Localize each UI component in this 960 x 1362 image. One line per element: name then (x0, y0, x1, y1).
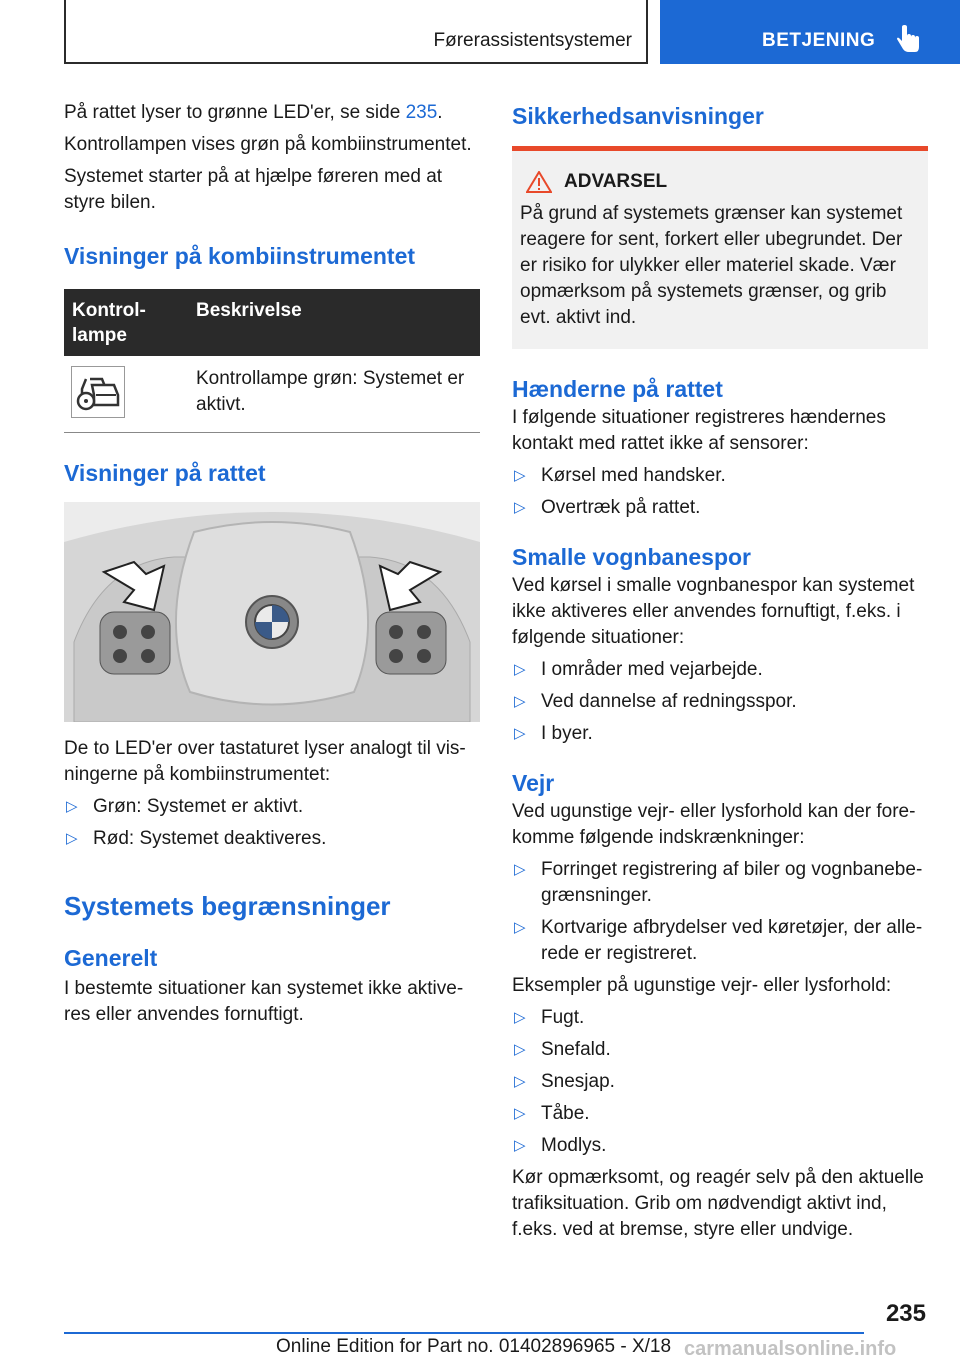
header-chapter-title: BETJENING (762, 30, 876, 51)
examples-paragraph: Eksempler på ugunstige vejr- eller lysforhold: (512, 975, 892, 996)
triangle-bullet-icon: ▷ (514, 499, 526, 516)
examples-list (512, 1005, 928, 1159)
table-row (64, 356, 480, 433)
footer-edition: Online Edition for Part no. 01402896965 - X/18 (276, 1336, 672, 1357)
page-number: 235 (885, 1300, 926, 1327)
steering-assist-lamp-icon (71, 366, 125, 418)
list-item: ▷ Overtræk på rattet. (512, 495, 928, 521)
triangle-bullet-icon: ▷ (514, 1041, 526, 1058)
triangle-bullet-icon: ▷ (514, 725, 526, 742)
table-cell-icon (64, 356, 188, 433)
heading-cluster-displays: Visninger på kombiinstrumentet (64, 243, 416, 269)
triangle-bullet-icon: ▷ (514, 467, 526, 484)
header-chapter-tab (660, 0, 960, 64)
list-item: ▷ Forringet registrering af biler og vognbanebe-grænsninger. (514, 859, 923, 906)
triangle-bullet-icon: ▷ (514, 919, 526, 936)
list-item: ▷ Rød: Systemet deaktiveres. (64, 826, 480, 852)
wheel-led-list (64, 794, 480, 852)
triangle-bullet-icon: ▷ (514, 661, 526, 678)
footer-divider (64, 1332, 864, 1334)
intro-paragraph-1: På rattet lyser to grønne LED'er, se side 235. (64, 102, 443, 123)
left-column (64, 100, 480, 1028)
triangle-bullet-icon: ▷ (514, 1009, 526, 1026)
heading-safety: Sikkerhedsanvisninger (512, 103, 764, 129)
table-header-description: Beskrivelse (188, 289, 480, 356)
list-item: ▷ I områder med vejarbejde. (512, 657, 928, 683)
table-header-lamp: Kontrol- lampe (64, 289, 188, 356)
weather-list (512, 857, 928, 967)
triangle-bullet-icon: ▷ (514, 693, 526, 710)
hand-pointer-icon (896, 25, 922, 53)
list-item: ▷ Modlys. (512, 1133, 928, 1159)
hands-paragraph: I følgende situationer registreres hændernes kontakt med rattet ikke af sensorer: (512, 407, 886, 454)
header-section-title: Førerassistentsystemer (433, 30, 632, 51)
warning-box (512, 146, 928, 349)
lanes-paragraph: Ved kørsel i smalle vognbanespor kan systemet ikke aktiveres eller anvendes fornuftigt, f.eks. i følgende situationer: (512, 575, 915, 648)
right-column (512, 100, 928, 1243)
weather-paragraph: Ved ugunstige vejr- eller lysforhold kan der fore-komme følgende indskrænkninger: (512, 801, 916, 848)
triangle-bullet-icon: ▷ (514, 1137, 526, 1154)
list-item: ▷ Grøn: Systemet er aktivt. (64, 794, 480, 820)
triangle-bullet-icon: ▷ (66, 798, 78, 815)
list-item: ▷ Fugt. (512, 1005, 928, 1031)
triangle-bullet-icon: ▷ (514, 1105, 526, 1122)
heading-weather: Vejr (512, 770, 555, 796)
watermark: carmanualsonline.info (684, 1338, 897, 1360)
list-item: ▷ Ved dannelse af redningsspor. (512, 689, 928, 715)
triangle-bullet-icon: ▷ (514, 861, 526, 878)
triangle-bullet-icon: ▷ (514, 1073, 526, 1090)
general-paragraph: I bestemte situationer kan systemet ikke aktive-res eller anvendes fornuftigt. (64, 978, 464, 1025)
wheel-description: De to LED'er over tastaturet lyser analogt til vis-ningerne på kombiinstrumentet: (64, 738, 466, 785)
list-item: ▷ Tåbe. (512, 1101, 928, 1127)
list-item: ▷ I byer. (512, 721, 928, 747)
intro-paragraph-3: Systemet starter på at hjælpe føreren med at styre bilen. (64, 166, 443, 213)
heading-wheel-displays: Visninger på rattet (64, 460, 266, 486)
table-cell-description: Kontrollampe grøn: Systemet er aktivt. (188, 356, 480, 433)
steering-wheel-image (64, 502, 480, 722)
list-item: ▷ Kortvarige afbrydelser ved køretøjer, der alle-rede er registreret. (514, 917, 923, 964)
heading-hands: Hænderne på rattet (512, 376, 723, 402)
intro-paragraph-2: Kontrollampen vises grøn på kombiinstrumentet. (64, 134, 472, 155)
warning-triangle-icon (526, 171, 552, 193)
closing-paragraph: Kør opmærksomt, og reagér selv på den aktuelle trafiksituation. Grib om nødvendigt aktivt ind, f.eks. ved at bremse, styre eller undvige. (512, 1167, 924, 1240)
list-item: ▷ Kørsel med handsker. (512, 463, 928, 489)
heading-general: Generelt (64, 945, 158, 971)
header-section-box (64, 0, 648, 64)
heading-system-limits: Systemets begrænsninger (64, 891, 391, 921)
hands-list (512, 463, 928, 521)
lanes-list (512, 657, 928, 747)
list-item: ▷ Snesjap. (512, 1069, 928, 1095)
triangle-bullet-icon: ▷ (66, 830, 78, 847)
page-link[interactable]: 235 (405, 102, 438, 123)
list-item: ▷ Snefald. (512, 1037, 928, 1063)
warning-text: På grund af systemets grænser kan systemet reagere for sent, forkert eller ubegrundet. Der er risiko for ulykker eller materiel skade. Vær opmærksom på systemets grænser, og grib evt. aktivt ind. (520, 203, 903, 328)
indicator-table (64, 289, 480, 433)
warning-title: ADVARSEL (520, 169, 920, 195)
heading-narrow-lanes: Smalle vognbanespor (512, 544, 752, 570)
